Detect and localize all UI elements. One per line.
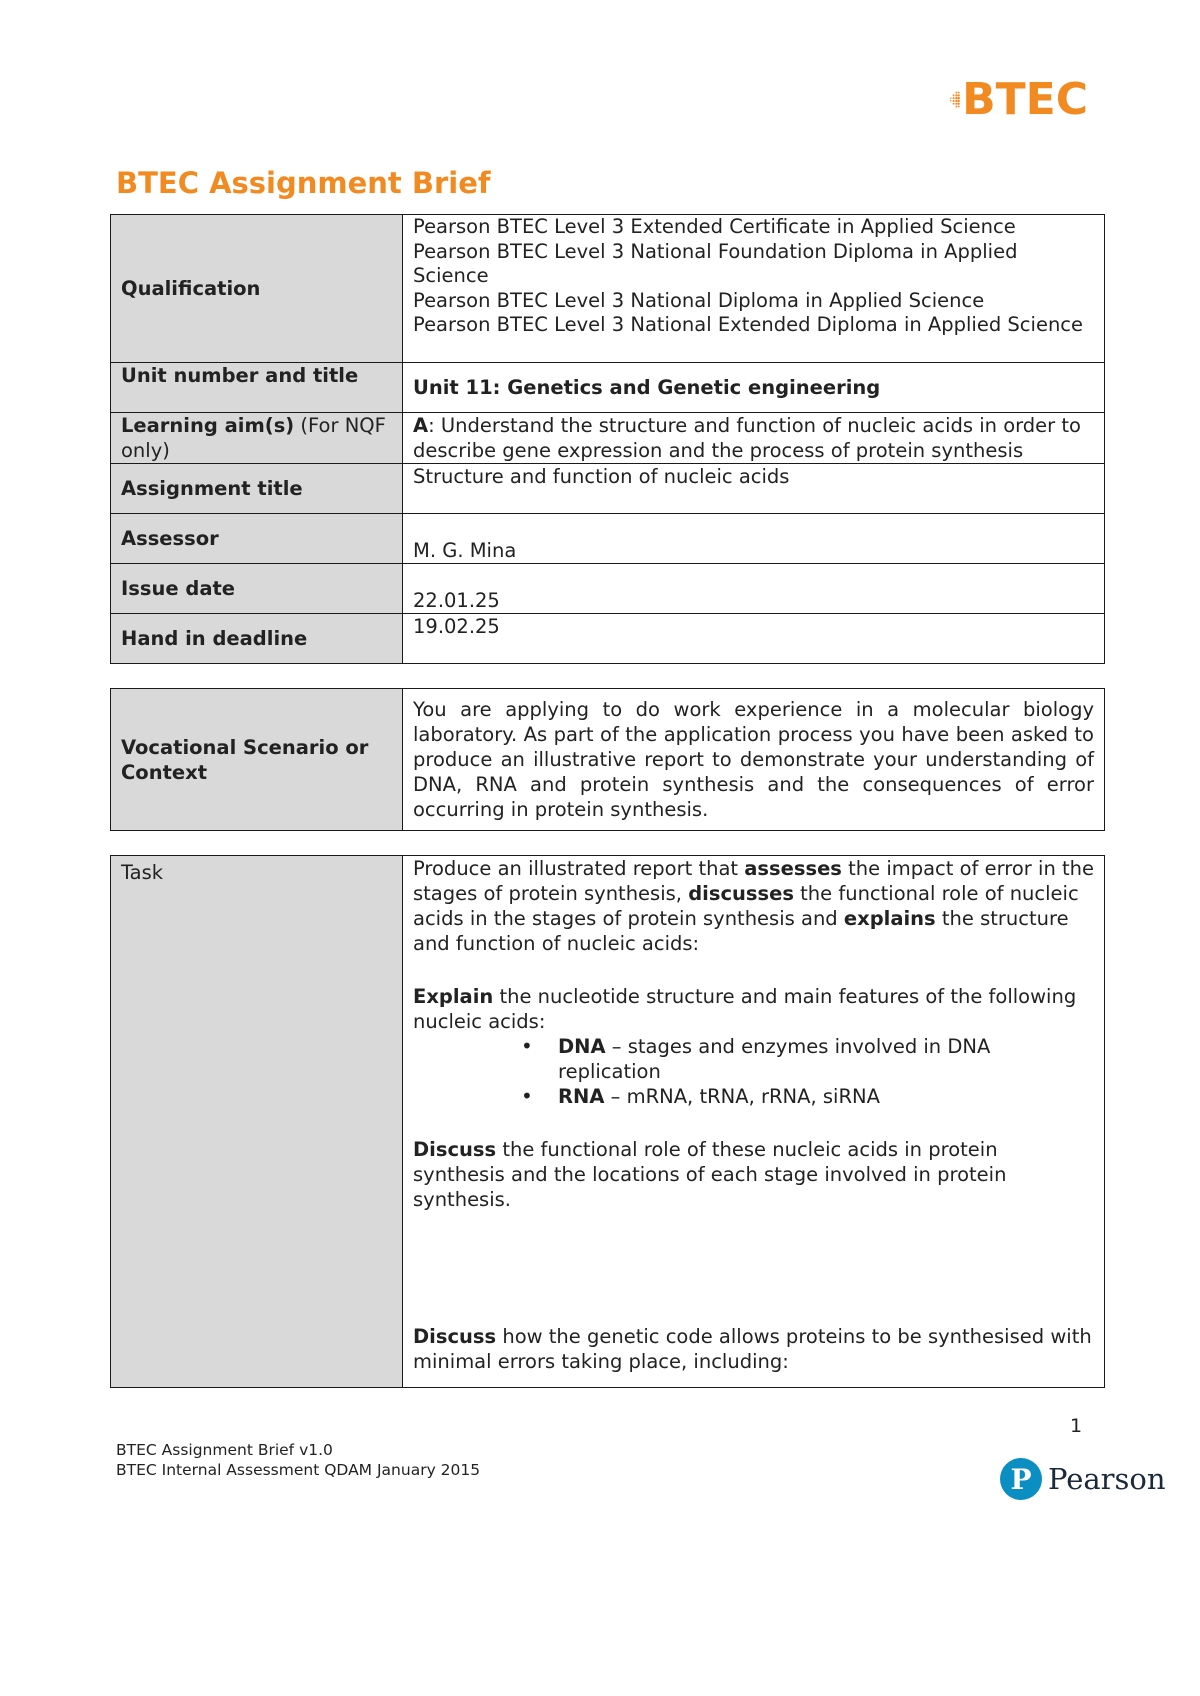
task-intro-keyword: explains — [843, 907, 936, 930]
assessor-row — [111, 514, 1105, 564]
task-intro-keyword: assesses — [744, 857, 842, 880]
deadline-value: 19.02.25 — [403, 614, 1105, 664]
learning-aim-label — [111, 413, 403, 464]
list-item — [413, 1084, 1094, 1109]
issue-date-row — [111, 564, 1105, 614]
task-discuss-text: the functional role of these nucleic acids in protein synthesis and the locations of each stage involved in protein synthesis. — [413, 1138, 1007, 1211]
footer-line: BTEC Assignment Brief v1.0 — [116, 1441, 333, 1459]
qualification-line: Pearson BTEC Level 3 National Extended Diploma in Applied Science — [413, 313, 1084, 336]
qualification-line: Pearson BTEC Level 3 National Diploma in Applied Science — [413, 288, 985, 312]
scenario-text: You are applying to do work experience in a molecular biology laboratory. As part of the application process you have been asked to produce an illustrative report to demonstrate your understanding of DNA, RNA and protein synthesis and the consequences of error occurring in protein synthesis. — [403, 689, 1105, 831]
qualification-label: Qualification — [111, 215, 403, 363]
learning-aim-label-bold: Learning aim(s) — [121, 414, 295, 437]
task-explain — [413, 984, 1094, 1034]
bullet-icon: • — [521, 1034, 533, 1058]
unit-row — [111, 363, 1105, 413]
assignment-title-row — [111, 464, 1105, 514]
list-item-keyword: DNA — [558, 1035, 606, 1058]
bullet-icon: • — [521, 1084, 533, 1108]
learning-aim-prefix: A — [413, 414, 429, 437]
task-intro-text: Produce an illustrated report that — [413, 857, 745, 880]
unit-label: Unit number and title — [111, 363, 403, 413]
page-number: 1 — [1070, 1415, 1083, 1437]
pearson-logo — [1000, 1458, 1166, 1500]
btec-logo-text: BTEC — [962, 74, 1088, 125]
task-label: Task — [111, 856, 403, 1388]
scenario-row — [111, 689, 1105, 831]
qualification-line: Pearson BTEC Level 3 National Foundation Diploma in Applied Science — [413, 239, 1018, 287]
issue-date-label: Issue date — [111, 564, 403, 614]
task-discuss-keyword: Discuss — [413, 1325, 497, 1348]
assessor-value: M. G. Mina — [403, 514, 1105, 564]
task-table — [110, 855, 1105, 1388]
task-intro-text: the structure and function of nucleic acids: — [413, 907, 1069, 955]
task-row — [111, 856, 1105, 1388]
assignment-details-table — [110, 214, 1105, 664]
list-item — [413, 1034, 1094, 1084]
task-discuss-1 — [413, 1137, 1094, 1212]
task-intro-keyword: discusses — [688, 882, 794, 905]
qualification-value — [403, 215, 1105, 363]
list-item-keyword: RNA — [558, 1085, 605, 1108]
learning-aim-label-note: (For NQF only) — [121, 414, 386, 462]
assignment-title-label: Assignment title — [111, 464, 403, 514]
qualification-line: Pearson BTEC Level 3 Extended Certificate in Applied Science — [413, 215, 1016, 238]
task-intro-text: the impact of error in the stages of protein synthesis, — [413, 857, 1095, 905]
btec-logo-dots-icon — [948, 80, 960, 120]
footer-text — [116, 1440, 480, 1480]
pearson-logo-text: Pearson — [1048, 1462, 1166, 1496]
task-intro-text: the functional role of nucleic acids in the stages of protein synthesis and — [413, 882, 1079, 930]
unit-value: Unit 11: Genetics and Genetic engineering — [403, 363, 1105, 413]
btec-logo — [948, 72, 1088, 128]
list-item-text: – mRNA, tRNA, rRNA, siRNA — [604, 1085, 880, 1108]
task-explain-keyword: Explain — [413, 985, 494, 1008]
learning-aim-row — [111, 413, 1105, 464]
learning-aim-value — [403, 413, 1105, 464]
deadline-row — [111, 614, 1105, 664]
issue-date-value: 22.01.25 — [403, 564, 1105, 614]
assessor-label: Assessor — [111, 514, 403, 564]
pearson-p-icon: P — [1000, 1458, 1042, 1500]
page-title: BTEC Assignment Brief — [116, 166, 491, 200]
task-bullet-list — [413, 1034, 1094, 1109]
qualification-row — [111, 215, 1105, 363]
task-discuss-2 — [413, 1324, 1094, 1374]
deadline-label: Hand in deadline — [111, 614, 403, 664]
assignment-title-value: Structure and function of nucleic acids — [403, 464, 1105, 514]
task-discuss-keyword: Discuss — [413, 1138, 497, 1161]
list-item-text: – stages and enzymes involved in DNA replication — [558, 1035, 991, 1083]
task-content — [403, 856, 1105, 1388]
scenario-table — [110, 688, 1105, 831]
footer-line: BTEC Internal Assessment QDAM January 2015 — [116, 1461, 481, 1479]
task-intro — [413, 856, 1094, 956]
task-explain-text: the nucleotide structure and main features of the following nucleic acids: — [413, 985, 1077, 1033]
scenario-label: Vocational Scenario or Context — [111, 689, 403, 831]
learning-aim-text: : Understand the structure and function of nucleic acids in order to describe gene expression and the process of protein synthesis — [413, 414, 1081, 462]
task-discuss-text: how the genetic code allows proteins to be synthesised with minimal errors taking place, including: — [413, 1325, 1092, 1373]
